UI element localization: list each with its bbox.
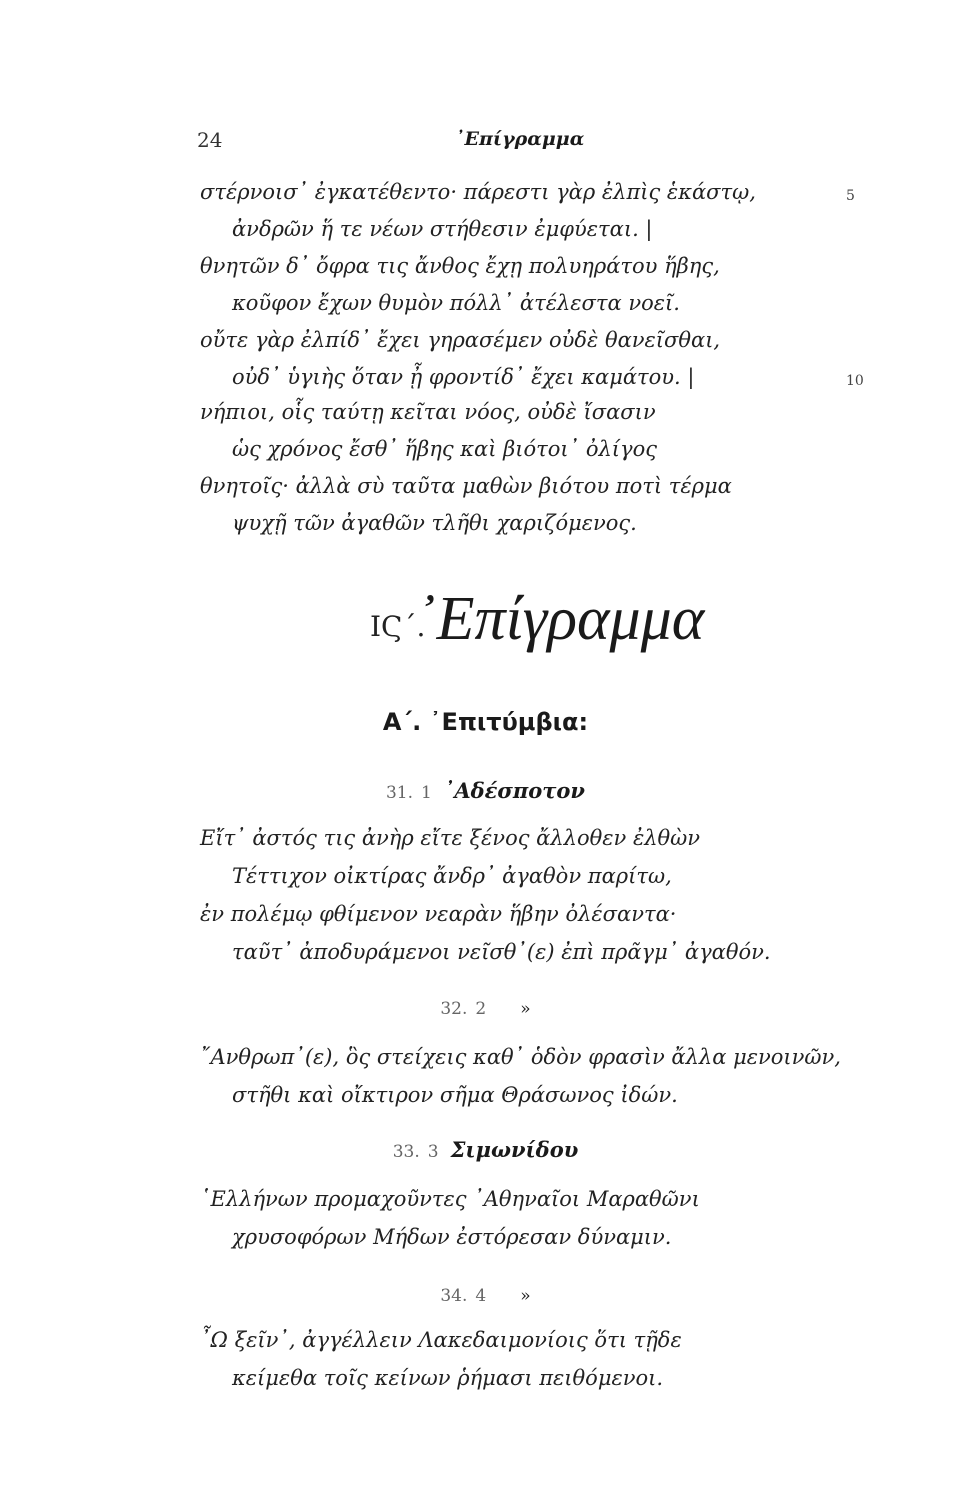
- section-heading: ᾿Επίγραμμα: [416, 585, 705, 653]
- epigram-number: 33.: [392, 1142, 420, 1162]
- verse-line: κείμεθα τοῖς κείνων ῥήμασι πειθόμενοι.: [232, 1366, 664, 1390]
- epigram-subnumber: 2: [475, 999, 487, 1019]
- epigram-heading: [0, 1137, 971, 1162]
- verse-line: ῏Ω ξεῖν᾿, ἀγγέλλειν Λακεδαιμονίοις ὅτι τῇδε: [200, 1328, 682, 1352]
- epigram-number: 31.: [385, 783, 414, 803]
- verse-line: ῎Ανθρωπ᾿(ε), ὃς στείχεις καθ᾿ ὁδὸν φρασὶν ἄλλα μενοινῶν,: [200, 1045, 841, 1069]
- section-title: [0, 585, 971, 668]
- verse-line: στῆθι καὶ οἴκτιρον σῆμα Θράσωνος ἰδών.: [232, 1083, 678, 1107]
- verse-line: στέρνοισ᾿ ἐγκατέθεντο· πάρεστι γὰρ ἐλπὶς ἑκάστῳ, 5: [200, 180, 855, 204]
- epigram-number: 34.: [440, 1286, 468, 1306]
- subsection-heading: Α΄. ᾿Επιτύμβια:: [382, 708, 589, 736]
- verse-line: θνητοῖς· ἀλλὰ σὺ ταῦτα μαθὼν βιότου ποτὶ τέρμα: [200, 474, 732, 498]
- verse-line: Τέττιχον οἰκτίρας ἄνδρ᾿ ἀγαθὸν παρίτω,: [232, 864, 672, 888]
- verse-line: οὐδ᾿ ὑγιὴς ὅταν ᾖ φροντίδ᾿ ἔχει καμάτου. | 10: [232, 365, 864, 389]
- verse-line: ψυχῇ τῶν ἀγαθῶν τλῆθι χαριζόμενος.: [232, 511, 637, 535]
- verse-line: νήπιοι, οἷς ταύτῃ κεῖται νόος, οὐδὲ ἴσασιν: [200, 400, 656, 424]
- epigram-subnumber: 4: [475, 1286, 487, 1306]
- ditto-mark: »: [520, 999, 531, 1019]
- verse-line: ὡς χρόνος ἔσθ᾿ ἥβης καὶ βιότοι᾿ ὀλίγος: [232, 437, 657, 461]
- epigram-heading: [0, 995, 971, 1019]
- running-title: ᾿Επίγραμμα: [455, 128, 585, 150]
- verse-line: οὔτε γὰρ ἐλπίδ᾿ ἔχει γηρασέμεν οὐδὲ θανεῖσθαι,: [200, 328, 721, 352]
- verse-line: χρυσοφόρων Μήδων ἐστόρεσαν δύναμιν.: [232, 1225, 672, 1249]
- epigram-subnumber: 3: [427, 1142, 439, 1162]
- epigram-author: Σιμωνίδου: [450, 1137, 579, 1162]
- epigram-author: ᾿Αδέσποτον: [443, 778, 585, 803]
- line-number: 5: [846, 188, 855, 204]
- epigram-heading: [0, 1282, 971, 1306]
- epigram-heading: [0, 778, 971, 803]
- verse-line: ῾Ελλήνων προμαχοῦντες ᾿Αθηναῖοι Μαραθῶνι: [200, 1187, 700, 1211]
- epigram-number: 32.: [440, 999, 468, 1019]
- verse-line: ἐν πολέμῳ φθίμενον νεαρὰν ἥβην ὀλέσαντα·: [200, 902, 677, 926]
- verse-line: ταῦτ᾿ ἀποδυράμενοι νεῖσθ᾿(ε) ἐπὶ πρᾶγμ᾿ ἀγαθόν.: [232, 940, 771, 964]
- epigram-subnumber: 1: [421, 783, 432, 803]
- section-numeral: ΙϚ΄.: [370, 610, 426, 643]
- line-number: 10: [846, 373, 864, 389]
- verse-line: Εἴτ᾿ ἀστός τις ἀνὴρ εἴτε ξένος ἄλλοθεν ἐλθὼν: [200, 826, 701, 850]
- verse-line: ἀνδρῶν ἥ τε νέων στήθεσιν ἐμφύεται. |: [232, 217, 653, 241]
- page-number: 24: [197, 128, 223, 152]
- ditto-mark: »: [520, 1286, 531, 1306]
- verse-line: κοῦφον ἔχων θυμὸν πόλλ᾿ ἀτέλεστα νοεῖ.: [232, 291, 680, 315]
- page-header: [0, 128, 971, 158]
- verse-line: θνητῶν δ᾿ ὄφρα τις ἄνθος ἔχῃ πολυηράτου ἥβης,: [200, 254, 720, 278]
